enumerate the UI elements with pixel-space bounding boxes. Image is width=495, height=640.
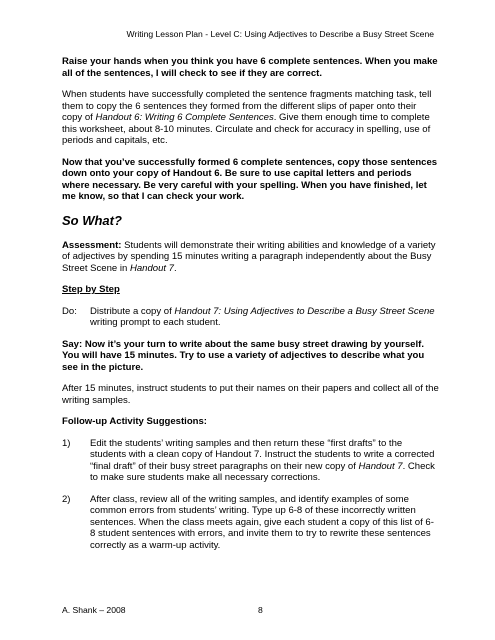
do-text-a: Distribute a copy of <box>90 305 175 317</box>
handout-6-title: Handout 6: Writing 6 Complete Sentences <box>95 112 274 123</box>
step-by-step-heading <box>62 284 439 296</box>
assessment-handout-ref: Handout 7 <box>129 262 174 274</box>
followup-item-handout-ref: Handout 7 <box>358 460 403 472</box>
say-instruction <box>62 339 439 374</box>
footer-author: A. Shank – 2008 <box>62 605 126 615</box>
followup-item-2 <box>62 494 439 552</box>
followup-heading <box>62 416 439 428</box>
assessment-label: Assessment: <box>62 239 122 251</box>
step-by-step-heading-text: Step by Step <box>62 284 120 295</box>
do-label: Do: <box>62 305 77 317</box>
instruction-raise-hands-text: Raise your hands when you think you have 6 complete sentences. When you make all of the sentences, I will check to see if they are correct. <box>62 56 438 79</box>
running-header: Writing Lesson Plan - Level C: Using Adjectives to Describe a Busy Street Scene <box>126 29 434 39</box>
instruction-copy-down <box>62 157 439 203</box>
so-what-heading: So What? <box>62 212 122 228</box>
say-text: Now it’s your turn to write about the same busy street drawing by yourself. You will have 15 minutes. Try to use a variety of adjectives to describe what you see in the picture. <box>62 338 425 373</box>
say-label: Say: <box>62 338 83 350</box>
followup-item-text-a: After class, review all of the writing samples, and identify examples of some common errors from students’ writing. Type up 6-8 of these incorrectly written sentences. When the class meets again, give each student a copy of this list of 6-8 student sentences with errors, and invite them to try to rewrite these sentences correctly as a warm-up activity. <box>90 493 434 551</box>
do-instruction <box>62 306 439 329</box>
assessment-text-b: . <box>174 262 177 274</box>
paragraph-copy-sentences <box>62 89 439 147</box>
followup-item-1 <box>62 438 439 484</box>
followup-item-number: 1) <box>62 437 71 449</box>
paragraph-copy-sentences-text-a: When students have successfully completed the sentence fragments matching task, tell them to copy the 6 sentences they formed from the different slips of paper onto their copy of <box>62 89 432 123</box>
do-body <box>90 306 439 329</box>
followup-item-body <box>90 438 439 484</box>
instruction-copy-down-text: Now that you’ve successfully formed 6 complete sentences, copy those sentences down onto your copy of Handout 6. Be sure to use capital letters and periods where necessary. Be very careful with your spelling. When you have finished, let me know, so that I can check your work. <box>62 156 438 202</box>
followup-item-text-b: . Check to make sure students make all necessary corrections. <box>90 460 435 483</box>
page-footer <box>62 605 442 617</box>
page-number: 8 <box>258 605 263 615</box>
instruction-raise-hands <box>62 56 439 79</box>
followup-item-number: 2) <box>62 493 71 505</box>
do-text-b: writing prompt to each student. <box>90 317 221 328</box>
do-handout-ref: Handout 7: Using Adjectives to Describe a Busy Street Scene <box>174 305 435 317</box>
assessment-paragraph <box>62 240 439 275</box>
paragraph-copy-sentences-text-b: . Give them enough time to complete this worksheet, about 8-10 minutes. Circulate and check for accuracy in spelling, use of periods and capitals, etc. <box>62 112 431 146</box>
after-paragraph: After 15 minutes, instruct students to put their names on their papers and collect all of the writing samples. <box>62 383 439 406</box>
followup-heading-text: Follow-up Activity Suggestions: <box>62 416 207 427</box>
page-content <box>62 56 439 561</box>
followup-item-body <box>90 494 439 552</box>
followup-item-text-a: Edit the students’ writing samples and then return these “first drafts” to the students with a clean copy of Handout 7. Instruct the students to write a corrected “final draft” of their busy street paragraphs on their new copy of <box>90 437 435 472</box>
assessment-text-a: Students will demonstrate their writing abilities and knowledge of a variety of adjectives by spending 15 minutes writing a paragraph independently about the Busy Street Scene in <box>62 239 436 274</box>
